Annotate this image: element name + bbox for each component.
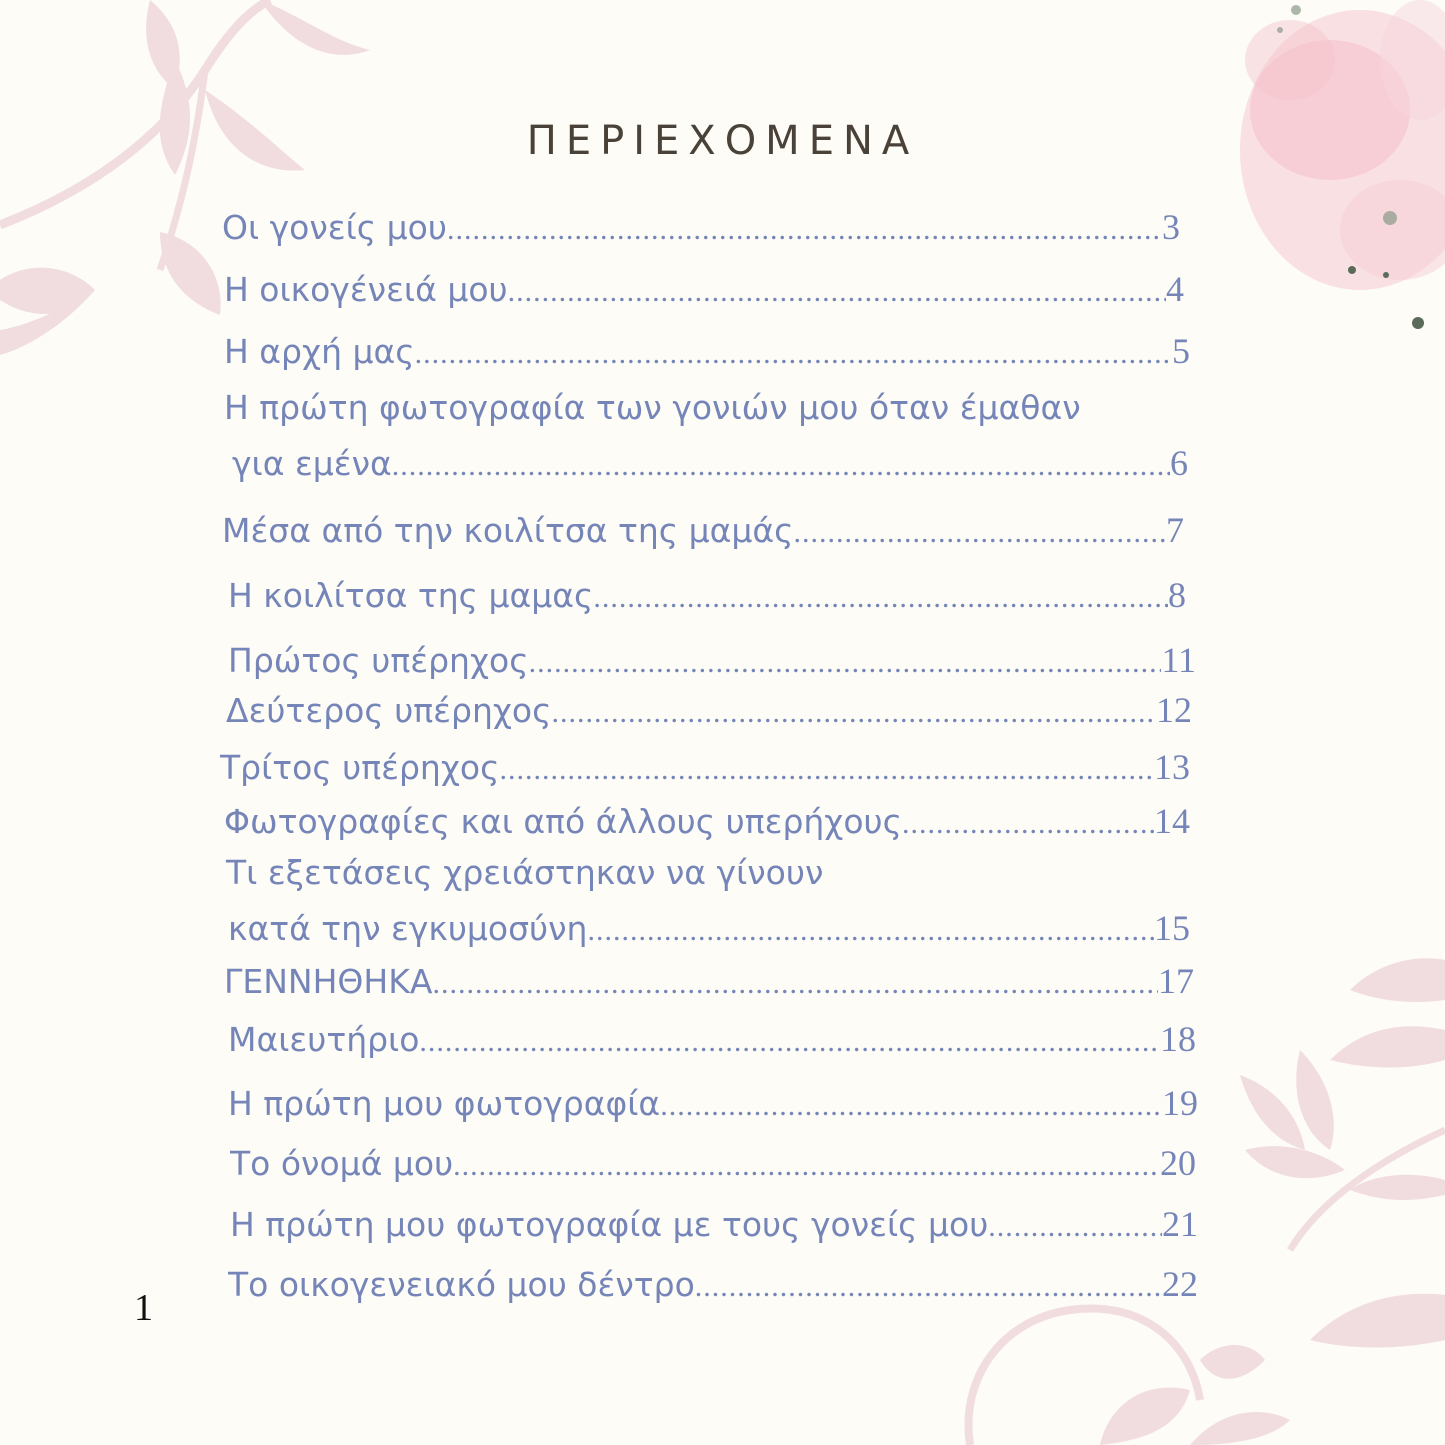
dot-leader (508, 272, 1166, 312)
toc-entry[interactable] (230, 1143, 1196, 1186)
toc-entry[interactable] (228, 908, 1190, 951)
dot-leader (447, 210, 1162, 250)
toc-entry-page: 14 (1154, 801, 1190, 841)
toc-entry-page: 11 (1161, 640, 1196, 680)
toc-entry-label: Η οικογένειά μου (224, 270, 508, 309)
toc-entry[interactable] (228, 575, 1186, 618)
toc-entry-page: 8 (1168, 575, 1186, 615)
toc-entry-label: Φωτογραφίες και από άλλους υπερήχους (224, 802, 903, 841)
toc-entry-label: Η κοιλίτσα της μαμας (228, 576, 594, 615)
toc-entry[interactable] (224, 269, 1184, 312)
toc-entry-label: Το οικογενειακό μου δέντρο (228, 1265, 695, 1304)
dot-leader (392, 446, 1170, 486)
toc-entry[interactable] (224, 961, 1194, 1004)
toc-entry-page: 22 (1162, 1264, 1198, 1304)
dot-leader (902, 804, 1154, 844)
toc-entry[interactable] (220, 747, 1190, 790)
toc-entry[interactable] (226, 690, 1192, 733)
toc-entry-page: 7 (1166, 510, 1184, 550)
toc-entry-page: 21 (1162, 1204, 1198, 1244)
toc-entry-page: 19 (1162, 1083, 1198, 1123)
toc-entry-label: Η πρώτη μου φωτογραφία με τους γονείς μου (230, 1205, 989, 1244)
dot-leader (415, 334, 1172, 374)
dot-leader (552, 693, 1157, 733)
toc-entry[interactable] (232, 443, 1188, 486)
toc-entry[interactable] (222, 207, 1180, 250)
toc-entry-label-continued: κατά την εγκυμοσύνη (228, 909, 588, 948)
dot-leader (988, 1207, 1162, 1247)
toc-entry[interactable] (224, 801, 1190, 844)
toc-entry[interactable] (222, 510, 1184, 553)
toc-entry[interactable] (230, 1204, 1198, 1247)
toc-entry[interactable] (228, 640, 1196, 683)
toc-entry-label: Μέσα από την κοιλίτσα της μαμάς (222, 511, 794, 550)
toc-entry[interactable] (224, 331, 1190, 374)
dot-leader (794, 513, 1166, 553)
page-title: ΠΕΡΙΕΧΟΜΕΝΑ (526, 118, 919, 164)
toc-entry-page: 6 (1170, 443, 1188, 483)
toc-entry-label: Τι εξετάσεις χρειάστηκαν να γίνουν (226, 853, 824, 892)
toc-entry-label: Τρίτος υπέρηχος (220, 748, 500, 787)
toc-entry-label: Πρώτος υπέρηχος (228, 641, 529, 680)
toc-entry-page: 15 (1154, 908, 1190, 948)
toc-entry-page: 17 (1158, 961, 1194, 1001)
toc-entry-label: Το όνομά μου (230, 1144, 454, 1183)
toc-entry-label: Η αρχή μας (224, 332, 415, 371)
toc-entry-page: 5 (1172, 331, 1190, 371)
toc-entry-label: ΓΕΝΝΗΘΗΚΑ (224, 962, 433, 1001)
dot-leader (593, 578, 1168, 618)
toc-entry-page: 4 (1166, 269, 1184, 309)
toc-entry-label: Μαιευτήριο (228, 1020, 420, 1059)
toc-entry-page: 12 (1156, 690, 1192, 730)
dot-leader (695, 1267, 1162, 1307)
toc-entry-label: Δεύτερος υπέρηχος (226, 691, 552, 730)
toc-entry[interactable] (228, 1083, 1198, 1126)
toc-entry-page: 3 (1162, 207, 1180, 247)
toc-entry-page: 20 (1160, 1143, 1196, 1183)
dot-leader (453, 1146, 1160, 1186)
toc-entry-label: Η πρώτη φωτογραφία των γονιών μου όταν έμαθαν (224, 388, 1081, 427)
dot-leader (660, 1086, 1162, 1126)
toc-entry-page: 13 (1154, 747, 1190, 787)
toc-entry-label-continued: για εμένα (232, 444, 392, 483)
page-number: 1 (134, 1287, 153, 1329)
toc-entry-label: Οι γονείς μου (222, 208, 447, 247)
dot-leader (499, 750, 1154, 790)
dot-leader (432, 964, 1158, 1004)
dot-leader (419, 1022, 1160, 1062)
dot-leader (587, 911, 1154, 951)
toc-entry[interactable] (228, 1264, 1198, 1307)
toc-entry[interactable] (228, 1019, 1196, 1062)
dot-leader (529, 643, 1162, 683)
toc-entry-label: Η πρώτη μου φωτογραφία (228, 1084, 661, 1123)
toc-entry-page: 18 (1160, 1019, 1196, 1059)
